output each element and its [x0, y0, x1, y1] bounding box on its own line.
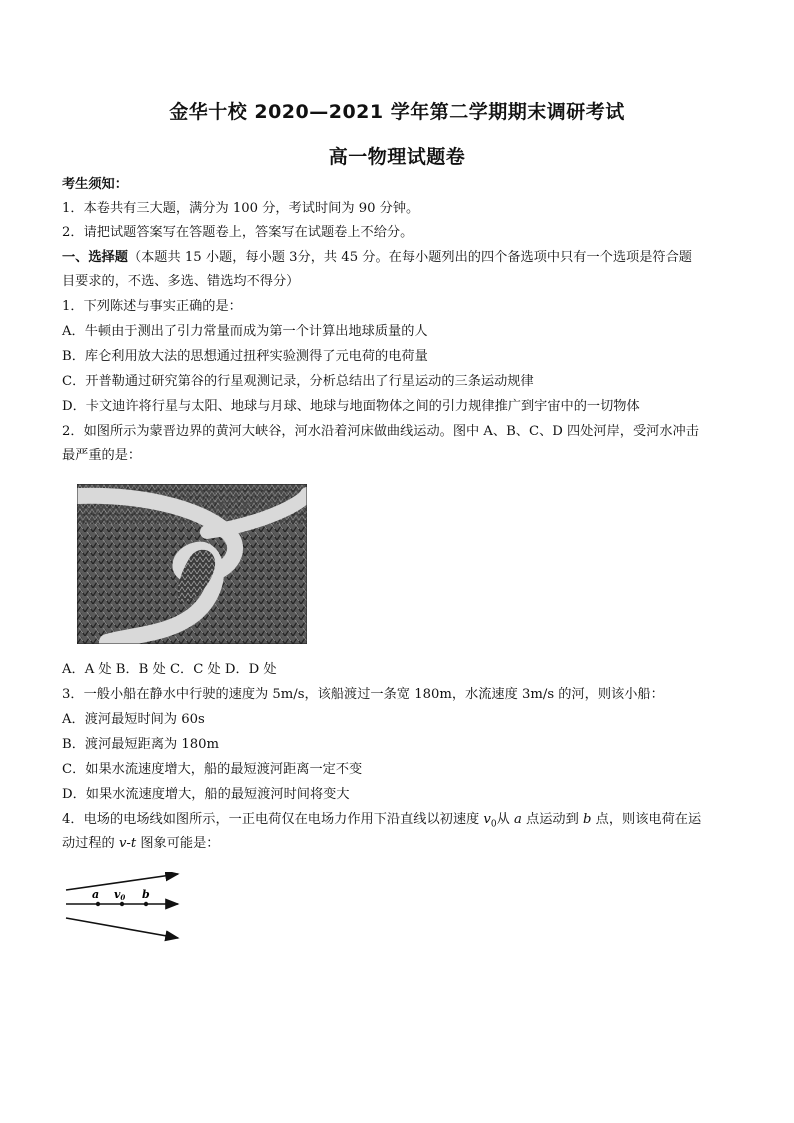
field-line-bottom — [66, 918, 178, 938]
q3-stem: 3．一般小船在静水中行驶的速度为 5m/s，该船渡过一条宽 180m，水流速度 3m/s 的河，则该小船： — [62, 687, 664, 702]
q4-line2-pre: 动过程的 — [62, 836, 119, 851]
label-a: a — [92, 888, 100, 901]
q2-stem: 2．如图所示为蒙晋边界的黄河大峡谷，河水沿着河床做曲线运动。图中 A、B、C、D 四处河岸，受河水冲击 — [62, 424, 699, 439]
section-1-label: 一、选择题 — [62, 250, 128, 265]
q4-stem-post: 点，则该电荷在运 — [591, 812, 702, 827]
exam-title: 金华十校 2020—2021 学年第二学期期末调研考试 — [169, 101, 625, 123]
label-v0-symbol: v — [114, 888, 121, 901]
section-1-desc-cont: 目要求的，不选、多选、错选均不得分） — [62, 274, 300, 289]
field-line-top — [66, 874, 178, 890]
q3-option-a: A．渡河最短时间为 60s — [62, 712, 205, 727]
q3-option-d: D．如果水流速度增大，船的最短渡河时间将变大 — [62, 787, 350, 802]
q4-stem-mid2: 点运动到 — [521, 812, 583, 827]
q4-line2-post: 图象可能是： — [136, 836, 220, 851]
q4-point-a: a — [513, 812, 522, 827]
section-1-intro — [62, 249, 734, 267]
exam-subtitle: 高一物理试题卷 — [328, 146, 466, 168]
point-b-dot — [144, 902, 148, 906]
q2-stem-cont: 最严重的是： — [62, 448, 142, 463]
label-v0-subscript: 0 — [120, 893, 126, 902]
q4-stem — [62, 811, 734, 834]
q4-stem-mid: 从 — [496, 812, 514, 827]
q4-stem-cont — [62, 835, 734, 853]
q4-stem-pre: 4．电场的电场线如图所示，一正电荷仅在电场力作用下沿直线以初速度 — [62, 812, 484, 827]
notice-heading: 考生须知： — [62, 177, 128, 192]
notice-item-2: 2．请把试题答案写在答题卷上，答案写在试题卷上不给分。 — [62, 225, 414, 240]
q4-vt-symbol: v-t — [118, 836, 137, 851]
q2-options: A．A 处 B．B 处 C．C 处 D．D 处 — [62, 662, 277, 677]
notice-item-1: 1．本卷共有三大题，满分为 100 分，考试时间为 90 分钟。 — [62, 201, 420, 216]
section-1-desc: （本题共 15 小题，每小题 3分，共 45 分。在每小题列出的四个备选项中只有一个选项是符合题 — [127, 250, 692, 265]
canyon-photo — [77, 484, 307, 644]
q1-stem: 1．下列陈述与事实正确的是： — [62, 299, 242, 314]
label-v0 — [114, 888, 125, 902]
q4-v-subscript: 0 — [490, 819, 497, 830]
q1-option-c: C．开普勒通过研究第谷的行星观测记录，分析总结出了行星运动的三条运动规律 — [62, 374, 534, 389]
q3-option-b: B．渡河最短距离为 180m — [62, 737, 220, 752]
label-b: b — [142, 888, 150, 901]
q3-option-c: C．如果水流速度增大，船的最短渡河距离一定不变 — [62, 762, 363, 777]
point-v0-dot — [120, 902, 124, 906]
q1-option-b: B．库仑利用放大法的思想通过扭秤实验测得了元电荷的电荷量 — [62, 349, 428, 364]
q1-option-a: A．牛顿由于测出了引力常量而成为第一个计算出地球质量的人 — [62, 324, 428, 339]
field-lines-figure — [62, 872, 187, 947]
point-a-dot — [96, 902, 100, 906]
q4-point-b: b — [583, 812, 592, 827]
q1-option-d: D．卡文迪许将行星与太阳、地球与月球、地球与地面物体之间的引力规律推广到宇宙中的一切物体 — [62, 399, 640, 414]
q4-v-symbol: v — [483, 812, 491, 827]
